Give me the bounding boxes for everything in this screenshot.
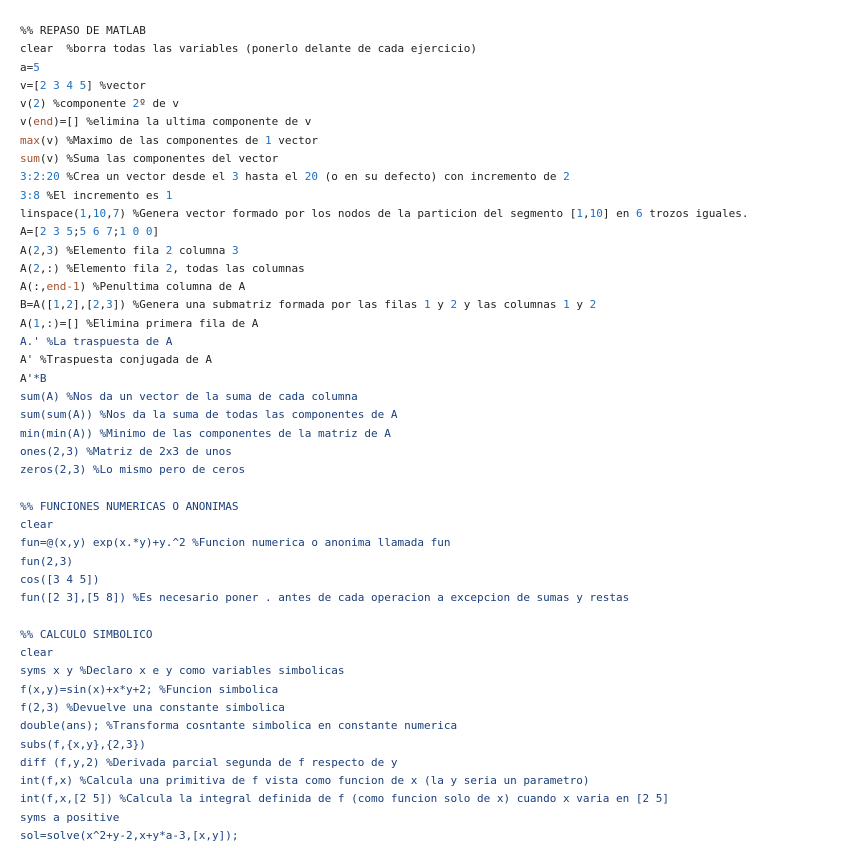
code-token: 6 — [635, 206, 643, 220]
code-token: clear — [20, 646, 54, 660]
code-token: , — [582, 206, 590, 220]
code-token: 20 — [304, 170, 319, 184]
code-token: º de v — [139, 97, 179, 111]
code-token: f(2,3) %Devuelve una constante simbolica — [20, 700, 285, 714]
code-token: linspace( — [20, 206, 80, 220]
code-token: int(f,x,[2 5]) %Calcula la integral definida de f (como funcion solo de x) cuando x varia en [2 5] — [20, 792, 670, 806]
code-editor[interactable] — [20, 22, 840, 845]
code-token: 2 — [92, 298, 100, 312]
code-line — [20, 534, 840, 552]
code-token: ; — [73, 225, 80, 239]
code-token: fun(2,3) — [20, 554, 73, 568]
code-line — [20, 388, 840, 406]
code-line — [20, 150, 840, 168]
code-token: fun([2 3],[5 8]) %Es necesario poner . antes de cada operacion a excepcion de sumas y restas — [20, 591, 630, 605]
code-line — [20, 461, 840, 479]
code-token: syms x y %Declaro x e y como variables simbolicas — [20, 664, 345, 678]
code-token: 2 — [450, 298, 458, 312]
code-token: y — [430, 298, 451, 312]
code-line — [20, 772, 840, 790]
code-token: v( — [20, 97, 34, 111]
code-token: %El incremento es — [39, 188, 166, 202]
code-line — [20, 77, 840, 95]
code-token: y — [569, 298, 590, 312]
code-line — [20, 699, 840, 717]
code-line — [20, 736, 840, 754]
code-token: 2 — [589, 298, 597, 312]
code-token: %% CALCULO SIMBOLICO — [20, 627, 153, 641]
code-token: 10 — [92, 206, 107, 220]
code-token: int(f,x) %Calcula una primitiva de f vista como funcion de x (la y seria un parametro) — [20, 774, 590, 788]
code-line — [20, 132, 840, 150]
code-token: 2 — [66, 298, 73, 312]
code-token: 2 — [33, 261, 40, 275]
code-token: 5 — [33, 60, 40, 74]
code-line — [20, 113, 840, 131]
code-line — [20, 296, 840, 314]
code-token: end-1 — [46, 280, 80, 294]
code-token: A( — [20, 261, 34, 275]
code-token: a= — [20, 60, 34, 74]
code-token: 2 — [33, 97, 40, 111]
code-token: ],[ — [73, 298, 93, 312]
code-token: 5 6 7 — [79, 225, 113, 239]
code-token: A' %Traspuesta conjugada de A — [20, 353, 213, 367]
code-line — [20, 205, 840, 223]
code-token: end — [33, 115, 54, 129]
code-line — [20, 516, 840, 534]
code-token: ]) %Genera una submatriz formada por las filas — [112, 298, 425, 312]
code-token: 1 — [33, 316, 40, 330]
code-line — [20, 589, 840, 607]
code-token: 3:2:20 — [20, 170, 60, 184]
code-line — [20, 168, 840, 186]
code-line — [20, 333, 840, 351]
code-token: 2 — [563, 170, 570, 184]
code-token: double(ans); %Transforma cosntante simbolica en constante numerica — [20, 719, 458, 733]
code-token: 3:8 — [20, 188, 40, 202]
code-token: , — [39, 243, 47, 257]
code-token: ) %Penultima columna de A — [79, 280, 246, 294]
code-line — [20, 553, 840, 571]
code-token: )=[] %elimina la ultima componente de v — [53, 115, 312, 129]
code-line — [20, 223, 840, 241]
code-token: fun=@(x,y) exp(x.*y)+y.^2 %Funcion numerica o anonima llamada fun — [20, 536, 451, 550]
code-token: 3 — [46, 243, 54, 257]
code-token: , todas las columnas — [172, 261, 305, 275]
code-line — [20, 187, 840, 205]
code-token: A' — [20, 371, 34, 385]
code-token: cos([3 4 5]) — [20, 572, 100, 586]
code-token: 3 — [231, 243, 239, 257]
code-line — [20, 406, 840, 424]
code-token: 1 — [576, 206, 583, 220]
code-line — [20, 790, 840, 808]
code-token: (v) %Suma las componentes del vector — [39, 152, 279, 166]
code-token: (v) %Maximo de las componentes de — [39, 133, 266, 147]
code-token: A(:, — [20, 280, 47, 294]
code-token: vector — [271, 133, 319, 147]
code-token: v( — [20, 115, 34, 129]
code-token: y las columnas — [457, 298, 564, 312]
code-line — [20, 315, 840, 333]
code-token: max — [20, 133, 40, 147]
code-token: , — [86, 206, 93, 220]
code-token: ] %vector — [86, 78, 146, 92]
code-line — [20, 278, 840, 296]
code-token: A=[ — [20, 225, 40, 239]
code-token: ) %Elemento fila — [53, 243, 166, 257]
code-token: B=A([ — [20, 298, 54, 312]
code-token: v=[ — [20, 78, 40, 92]
code-token: (o en su defecto) con incremento de — [318, 170, 564, 184]
code-line — [20, 571, 840, 589]
code-token: sum — [20, 152, 40, 166]
code-token: , — [106, 206, 113, 220]
blank-line — [20, 608, 840, 626]
code-token: f(x,y)=sin(x)+x*y+2; %Funcion simbolica — [20, 682, 279, 696]
code-token: ] — [152, 225, 160, 239]
code-line — [20, 95, 840, 113]
code-token: ] en — [602, 206, 636, 220]
code-line — [20, 443, 840, 461]
code-token: , — [99, 298, 107, 312]
code-line — [20, 681, 840, 699]
code-line — [20, 644, 840, 662]
code-line — [20, 242, 840, 260]
code-line — [20, 809, 840, 827]
code-token: ones(2,3) %Matriz de 2x3 de unos — [20, 444, 232, 458]
code-line — [20, 260, 840, 278]
code-line — [20, 827, 840, 845]
code-token: A( — [20, 316, 34, 330]
code-token: 2 3 4 5 — [39, 78, 87, 92]
code-token: 2 — [165, 261, 173, 275]
code-token: zeros(2,3) %Lo mismo pero de ceros — [20, 463, 246, 477]
code-token: %% FUNCIONES NUMERICAS O ANONIMAS — [20, 499, 239, 513]
code-token: diff (f,y,2) %Derivada parcial segunda de f respecto de y — [20, 755, 398, 769]
code-line — [20, 59, 840, 77]
code-line — [20, 425, 840, 443]
code-token: %% REPASO DE MATLAB — [20, 24, 146, 37]
code-token: 1 0 0 — [119, 225, 153, 239]
code-token: ,:) %Elemento fila — [39, 261, 166, 275]
code-token: 1 — [79, 206, 87, 220]
code-line — [20, 498, 840, 516]
code-line — [20, 22, 840, 40]
code-token: hasta el — [238, 170, 305, 184]
code-token: 7 — [112, 206, 120, 220]
code-token: subs(f,{x,y},{2,3}) — [20, 737, 146, 751]
code-token: 2 — [132, 97, 140, 111]
code-token: clear — [20, 518, 54, 532]
code-token: ) %componente — [39, 97, 133, 111]
code-token: A( — [20, 243, 34, 257]
code-token: A.' %La traspuesta de A — [20, 335, 173, 349]
code-token: sol=solve(x^2+y-2,x+y*a-3,[x,y]); — [20, 829, 239, 843]
code-line — [20, 626, 840, 644]
code-line — [20, 754, 840, 772]
code-token: 1 — [563, 298, 570, 312]
code-token: clear %borra todas las variables (ponerlo delante de cada ejercicio) — [20, 42, 477, 56]
code-token: ,:)=[] %Elimina primera fila de A — [39, 316, 259, 330]
code-token: 1 — [165, 188, 173, 202]
code-token: columna — [172, 243, 232, 257]
code-line — [20, 717, 840, 735]
code-token: , — [59, 298, 67, 312]
code-token: ; — [112, 225, 120, 239]
blank-line — [20, 479, 840, 497]
code-token: 2 — [33, 243, 40, 257]
code-token: 1 — [424, 298, 431, 312]
code-token: 2 3 5 — [39, 225, 73, 239]
code-line — [20, 370, 840, 388]
code-token: trozos iguales. — [642, 206, 749, 220]
code-token: syms a positive — [20, 810, 120, 824]
code-line — [20, 40, 840, 58]
code-token: %Crea un vector desde el — [59, 170, 232, 184]
code-token: 10 — [589, 206, 603, 220]
code-token: ) %Genera vector formado por los nodos de la particion del segmento [ — [119, 206, 577, 220]
code-line — [20, 662, 840, 680]
code-token: 3 — [231, 170, 239, 184]
code-token: min(min(A)) %Minimo de las componentes de la matriz de A — [20, 426, 391, 440]
code-token: 3 — [106, 298, 113, 312]
code-token: 1 — [53, 298, 60, 312]
code-token: 2 — [165, 243, 173, 257]
code-token: 1 — [265, 133, 272, 147]
code-line — [20, 351, 840, 369]
code-token: sum(A) %Nos da un vector de la suma de cada columna — [20, 389, 358, 403]
code-token: *B — [33, 371, 47, 385]
code-token: sum(sum(A)) %Nos da la suma de todas las componentes de A — [20, 408, 398, 422]
